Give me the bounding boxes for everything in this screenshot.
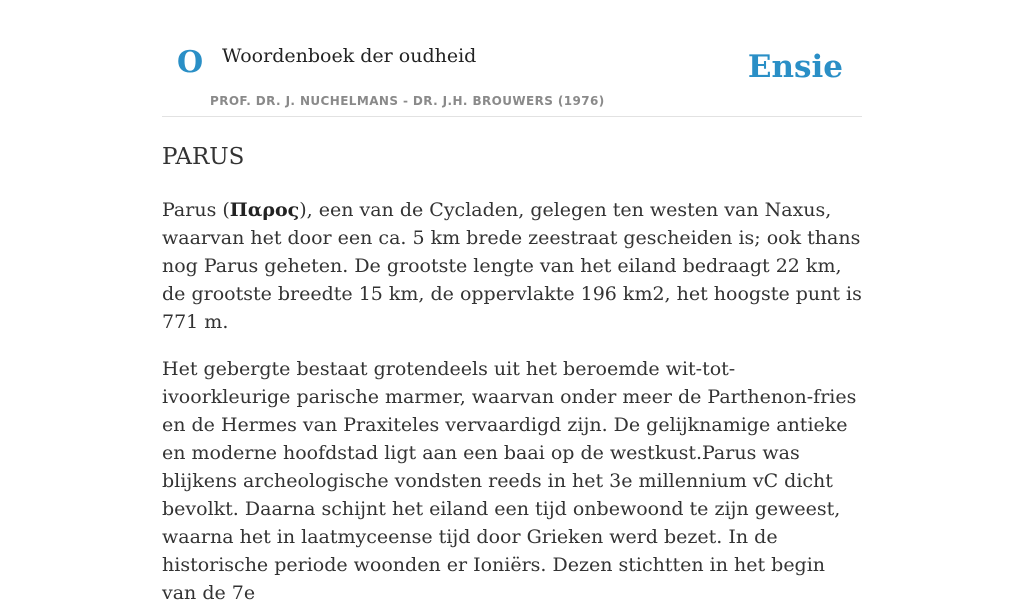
ensie-logo-link[interactable]: Ensie [747,49,843,85]
letter-index-link[interactable]: O [177,45,204,80]
paragraph-2: Het gebergte bestaat grotendeels uit het beroemde wit-tot-ivoorkleurige parische marmer, waarvan onder meer de Parthenon-fries en de Hermes van Praxiteles vervaardigd zijn. De gelijknamige antieke en moderne hoofdstad ligt aan een baai op de westkust.Parus was blijkens archeologische vondsten reeds in het 3e millennium vC dicht bevolkt. Daarna schijnt het eiland een tijd onbewoond te zijn geweest, waarna het in laatmyceense tijd door Grieken werd bezet. In de historische periode woonden er Ioniërs. Dezen stichtten in het begin van de 7e [162,357,857,604]
article-body [162,196,862,607]
paragraph-1-start: Parus ( [162,198,230,221]
paragraph-1 [162,196,862,336]
book-title-link[interactable]: Woordenboek der oudheid [222,45,477,67]
lemma-title: PARUS [162,144,245,170]
header [162,0,862,117]
page-container [162,0,862,607]
greek-name: Παρος [229,198,300,221]
authors-line: PROF. DR. J. NUCHELMANS - DR. J.H. BROUWERS (1976) [210,94,605,108]
paragraph-1-rest: ), een van de Cycladen, gelegen ten westen van Naxus, waarvan het door een ca. 5 km brede zeestraat gescheiden is; ook thans nog Parus geheten. De grootste lengte van het eiland bedraagt 22 km, de grootste breedte 15 km, de oppervlakte 196 km2, het hoogste punt is 771 m. [162,198,862,333]
